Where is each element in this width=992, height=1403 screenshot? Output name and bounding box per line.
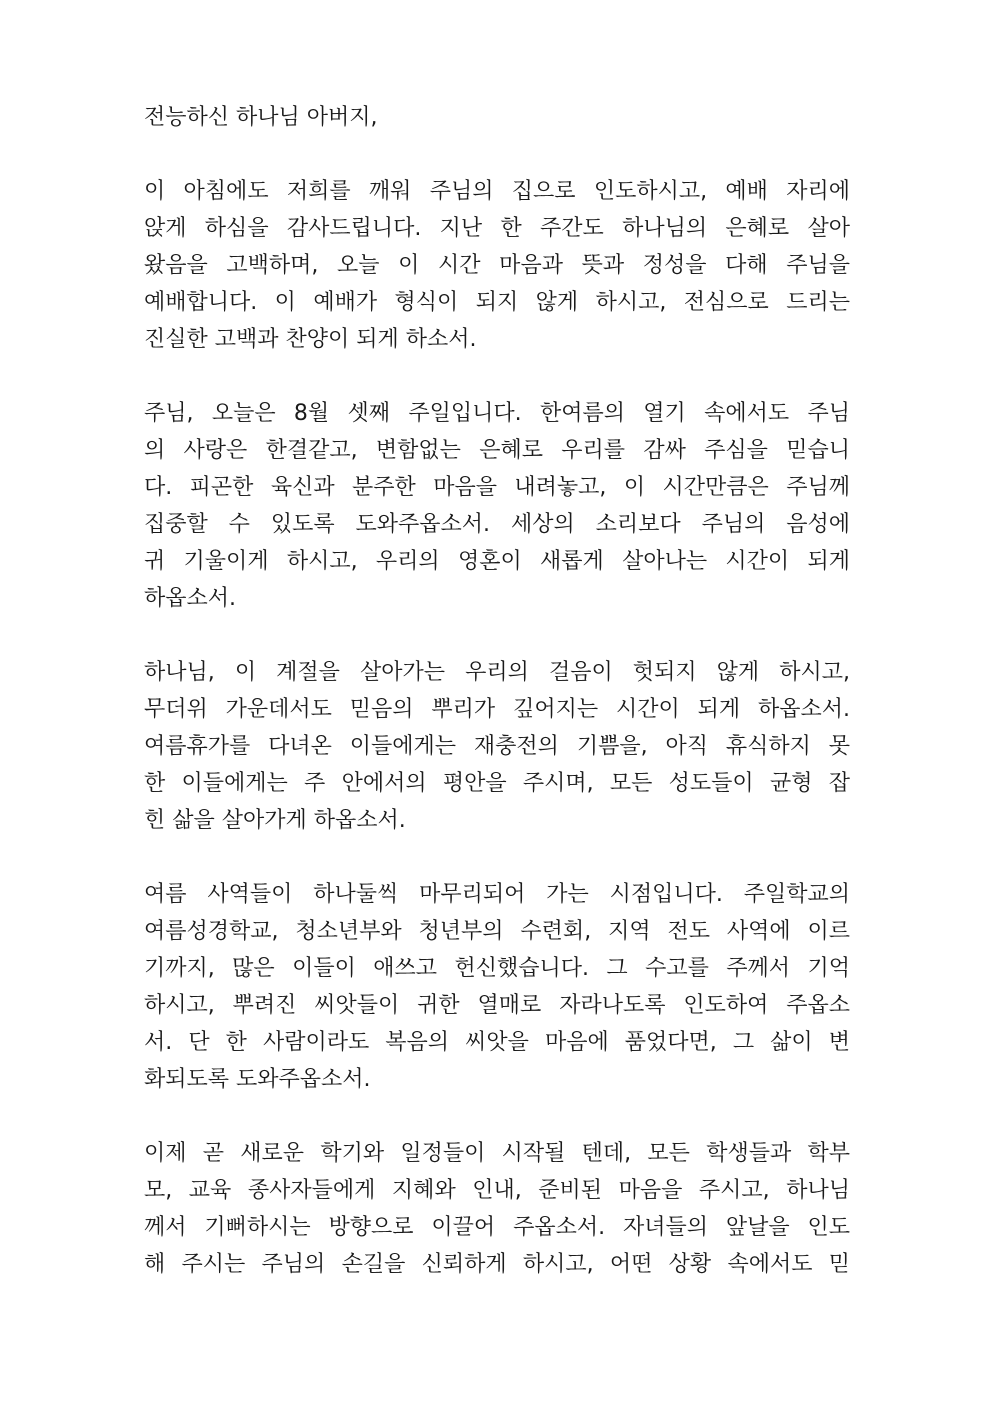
text-line: 이 아침에도 저희를 깨워 주님의 집으로 인도하시고, 예배 자리에	[144, 179, 850, 204]
text-line: 의 사랑은 한결같고, 변함없는 은혜로 우리를 감싸 주심을 믿습니	[144, 438, 850, 463]
text-line: 전능하신 하나님 아버지,	[144, 105, 378, 130]
text-line: 한 이들에게는 주 안에서의 평안을 주시며, 모든 성도들이 균형 잡	[144, 771, 850, 796]
text-line: 하나님, 이 계절을 살아가는 우리의 걸음이 헛되지 않게 하시고,	[144, 660, 850, 685]
text-line: 왔음을 고백하며, 오늘 이 시간 마음과 뜻과 정성을 다해 주님을	[144, 253, 850, 278]
text-line: 여름 사역들이 하나둘씩 마무리되어 가는 시점입니다. 주일학교의	[144, 882, 850, 907]
text-line: 하옵소서.	[144, 586, 237, 611]
text-line: 진실한 고백과 찬양이 되게 하소서.	[144, 327, 477, 352]
text-line: 귀 기울이게 하시고, 우리의 영혼이 새롭게 살아나는 시간이 되게	[144, 549, 850, 574]
text-line: 해 주시는 주님의 손길을 신뢰하게 하시고, 어떤 상황 속에서도 믿	[144, 1252, 850, 1277]
paragraph	[144, 1135, 850, 1283]
paragraph	[144, 876, 850, 1098]
paragraph	[144, 395, 850, 617]
text-line: 여름성경학교, 청소년부와 청년부의 수련회, 지역 전도 사역에 이르	[144, 919, 850, 944]
text-line: 무더위 가운데서도 믿음의 뿌리가 깊어지는 시간이 되게 하옵소서.	[144, 697, 850, 722]
paragraph	[144, 654, 850, 839]
text-line: 이제 곧 새로운 학기와 일정들이 시작될 텐데, 모든 학생들과 학부	[144, 1141, 850, 1166]
text-line: 하시고, 뿌려진 씨앗들이 귀한 열매로 자라나도록 인도하여 주옵소	[144, 993, 850, 1018]
text-line: 화되도록 도와주옵소서.	[144, 1067, 371, 1092]
text-line: 기까지, 많은 이들이 애쓰고 헌신했습니다. 그 수고를 주께서 기억	[144, 956, 850, 981]
prayer-text	[144, 99, 850, 1320]
text-line: 서. 단 한 사람이라도 복음의 씨앗을 마음에 품었다면, 그 삶이 변	[144, 1030, 850, 1055]
text-line: 모, 교육 종사자들에게 지혜와 인내, 준비된 마음을 주시고, 하나님	[144, 1178, 850, 1203]
text-line: 여름휴가를 다녀온 이들에게는 재충전의 기쁨을, 아직 휴식하지 못	[144, 734, 850, 759]
text-line: 다. 피곤한 육신과 분주한 마음을 내려놓고, 이 시간만큼은 주님께	[144, 475, 850, 500]
text-line: 예배합니다. 이 예배가 형식이 되지 않게 하시고, 전심으로 드리는	[144, 290, 850, 315]
text-line: 집중할 수 있도록 도와주옵소서. 세상의 소리보다 주님의 음성에	[144, 512, 850, 537]
text-line: 주님, 오늘은 8월 셋째 주일입니다. 한여름의 열기 속에서도 주님	[144, 401, 850, 426]
text-line: 앉게 하심을 감사드립니다. 지난 한 주간도 하나님의 은혜로 살아	[144, 216, 850, 241]
text-line: 힌 삶을 살아가게 하옵소서.	[144, 808, 406, 833]
paragraph	[144, 99, 850, 136]
paragraph	[144, 173, 850, 358]
text-line: 께서 기뻐하시는 방향으로 이끌어 주옵소서. 자녀들의 앞날을 인도	[144, 1215, 850, 1240]
